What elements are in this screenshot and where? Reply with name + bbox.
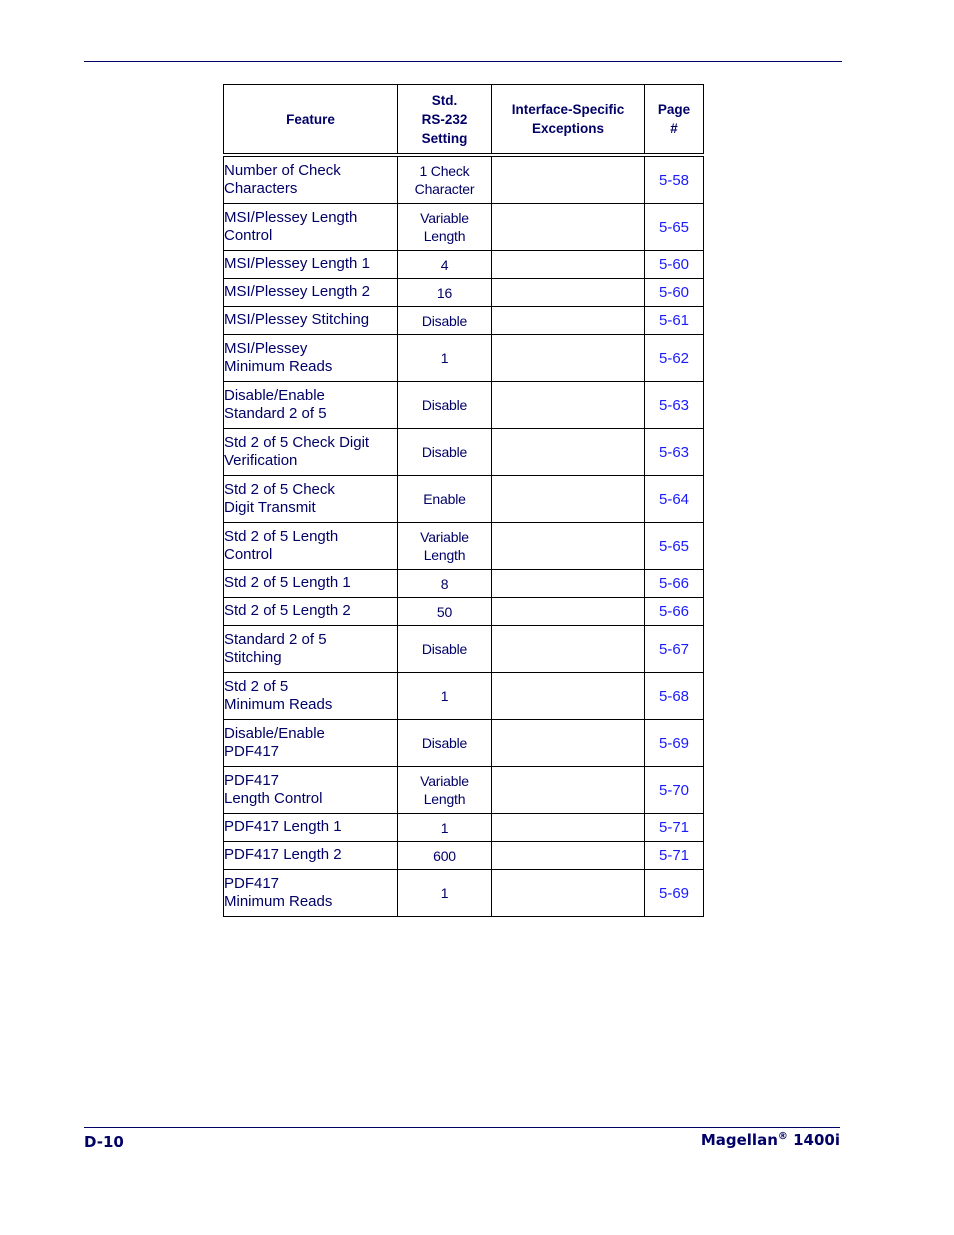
exceptions-cell <box>492 204 645 251</box>
feature-text: Std 2 of 5 Length 1 <box>224 574 351 592</box>
feature-text: Std 2 of 5 <box>224 677 289 695</box>
header-setting-line: Std. <box>431 92 458 108</box>
feature-cell <box>224 204 398 251</box>
setting-cell <box>398 307 492 335</box>
table-row <box>224 842 704 870</box>
setting-cell <box>398 673 492 720</box>
feature-text: PDF417 Length 2 <box>224 846 342 864</box>
table-row <box>224 307 704 335</box>
page-cell <box>645 251 704 279</box>
table-row <box>224 251 704 279</box>
header-setting-line: Setting <box>421 130 468 146</box>
table-row <box>224 570 704 598</box>
page-reference-link[interactable]: 5-69 <box>658 884 690 902</box>
setting-text: 1 <box>440 819 449 836</box>
feature-text: Minimum Reads <box>224 358 333 375</box>
footer-product-model: 1400i <box>787 1131 840 1149</box>
exceptions-cell <box>492 307 645 335</box>
exceptions-cell <box>492 523 645 570</box>
header-feature-label: Feature <box>286 111 335 127</box>
feature-text: Length Control <box>224 790 323 807</box>
table-row <box>224 767 704 814</box>
page-cell <box>645 476 704 523</box>
setting-text: Length <box>423 547 466 563</box>
column-header-exceptions <box>492 85 645 156</box>
footer-product-name: Magellan <box>700 1131 778 1149</box>
setting-text: Disable <box>421 444 468 460</box>
table-row <box>224 814 704 842</box>
setting-cell <box>398 598 492 626</box>
page-reference-link[interactable]: 5-65 <box>658 218 690 236</box>
page-reference-link[interactable]: 5-67 <box>658 640 690 658</box>
feature-text: PDF417 <box>224 771 280 789</box>
exceptions-cell <box>492 814 645 842</box>
table-row <box>224 598 704 626</box>
exceptions-cell <box>492 598 645 626</box>
table-row <box>224 382 704 429</box>
setting-text: Length <box>423 791 466 807</box>
setting-text: 600 <box>433 847 456 864</box>
header-rule <box>84 61 842 62</box>
setting-cell <box>398 251 492 279</box>
exceptions-cell <box>492 335 645 382</box>
page-reference-link[interactable]: 5-63 <box>658 396 690 414</box>
setting-cell <box>398 204 492 251</box>
page-reference-link[interactable]: 5-66 <box>658 603 690 620</box>
setting-text: Disable <box>421 735 468 751</box>
exceptions-cell <box>492 626 645 673</box>
feature-text: MSI/Plessey Length <box>224 208 358 226</box>
table-row <box>224 523 704 570</box>
setting-cell <box>398 870 492 917</box>
feature-text: Std 2 of 5 Length <box>224 527 339 545</box>
setting-text: 1 Check <box>419 163 470 179</box>
setting-text: 4 <box>440 256 449 273</box>
setting-cell <box>398 767 492 814</box>
feature-cell <box>224 870 398 917</box>
table-row <box>224 204 704 251</box>
feature-text: Control <box>224 546 273 563</box>
column-header-feature <box>224 85 398 156</box>
feature-cell <box>224 626 398 673</box>
table-row <box>224 155 704 204</box>
setting-cell <box>398 279 492 307</box>
table-row <box>224 673 704 720</box>
feature-text: MSI/Plessey Stitching <box>224 311 370 329</box>
feature-text: Standard 2 of 5 <box>224 630 327 648</box>
setting-text: Character <box>414 181 475 197</box>
feature-text: MSI/Plessey Length 1 <box>224 255 370 273</box>
setting-cell <box>398 476 492 523</box>
feature-cell <box>224 598 398 626</box>
page-cell <box>645 842 704 870</box>
page-cell <box>645 155 704 204</box>
page-reference-link[interactable]: 5-70 <box>658 781 690 799</box>
page-cell <box>645 335 704 382</box>
exceptions-cell <box>492 251 645 279</box>
table-row <box>224 626 704 673</box>
setting-text: 8 <box>440 575 449 592</box>
setting-cell <box>398 523 492 570</box>
exceptions-cell <box>492 155 645 204</box>
page-reference-link[interactable]: 5-62 <box>658 349 690 367</box>
page-cell <box>645 204 704 251</box>
page-reference-link[interactable]: 5-66 <box>658 575 690 592</box>
exceptions-cell <box>492 382 645 429</box>
feature-cell <box>224 279 398 307</box>
page-cell <box>645 523 704 570</box>
feature-text: PDF417 Length 1 <box>224 818 342 836</box>
page-cell <box>645 870 704 917</box>
header-exceptions-line: Interface-Specific <box>511 102 625 117</box>
setting-cell <box>398 842 492 870</box>
footer-rule <box>84 1127 840 1128</box>
setting-text: Disable <box>421 312 468 329</box>
footer-page-number: D-10 <box>84 1133 124 1151</box>
exceptions-cell <box>492 429 645 476</box>
page-cell <box>645 767 704 814</box>
feature-text: Minimum Reads <box>224 696 333 713</box>
column-header-page <box>645 85 704 156</box>
feature-text: PDF417 <box>224 874 280 892</box>
feature-text: Characters <box>224 180 298 197</box>
page-reference-link[interactable]: 5-71 <box>658 847 690 864</box>
exceptions-cell <box>492 476 645 523</box>
feature-text: MSI/Plessey <box>224 339 308 357</box>
setting-cell <box>398 429 492 476</box>
feature-cell <box>224 476 398 523</box>
page-cell <box>645 720 704 767</box>
page-cell <box>645 673 704 720</box>
setting-cell <box>398 626 492 673</box>
table-row <box>224 279 704 307</box>
feature-text: Std 2 of 5 Check Digit <box>224 433 370 451</box>
setting-cell <box>398 155 492 204</box>
feature-text: Std 2 of 5 Length 2 <box>224 602 351 620</box>
footer-product-title <box>701 1131 840 1149</box>
page-cell <box>645 626 704 673</box>
feature-cell <box>224 155 398 204</box>
page-reference-link[interactable]: 5-60 <box>658 284 690 301</box>
feature-settings-table <box>223 84 704 917</box>
feature-cell <box>224 335 398 382</box>
setting-cell <box>398 335 492 382</box>
page-cell <box>645 570 704 598</box>
exceptions-cell <box>492 570 645 598</box>
page-reference-link[interactable]: 5-60 <box>658 256 690 273</box>
page-cell <box>645 598 704 626</box>
setting-text: 1 <box>440 885 449 901</box>
table-row <box>224 720 704 767</box>
setting-text: Variable <box>420 210 469 226</box>
page-reference-link[interactable]: 5-64 <box>658 490 690 508</box>
table-body <box>224 155 704 917</box>
feature-text: Std 2 of 5 Check <box>224 480 335 498</box>
feature-cell <box>224 570 398 598</box>
exceptions-cell <box>492 279 645 307</box>
page-cell <box>645 307 704 335</box>
feature-text: Stitching <box>224 649 282 666</box>
setting-text: 1 <box>440 688 449 704</box>
page-reference-link[interactable]: 5-61 <box>658 312 690 329</box>
feature-text: Disable/Enable <box>224 724 325 742</box>
setting-text: 1 <box>440 350 449 366</box>
table-row <box>224 429 704 476</box>
feature-text: Disable/Enable <box>224 386 325 404</box>
setting-text: Disable <box>421 397 468 413</box>
setting-cell <box>398 570 492 598</box>
page-reference-link[interactable]: 5-58 <box>658 171 690 189</box>
exceptions-cell <box>492 673 645 720</box>
table-header-row <box>224 85 704 156</box>
feature-text: Standard 2 of 5 <box>224 405 327 422</box>
page-reference-link[interactable]: 5-69 <box>658 734 690 752</box>
exceptions-cell <box>492 870 645 917</box>
registered-mark: ® <box>777 1131 788 1142</box>
feature-cell <box>224 673 398 720</box>
header-page-line: # <box>670 121 678 136</box>
setting-text: 50 <box>436 603 453 620</box>
header-page-line: Page <box>657 102 691 117</box>
exceptions-cell <box>492 767 645 814</box>
feature-cell <box>224 842 398 870</box>
page-reference-link[interactable]: 5-68 <box>658 687 690 705</box>
page-reference-link[interactable]: 5-65 <box>658 537 690 555</box>
feature-cell <box>224 251 398 279</box>
setting-text: Variable <box>420 529 469 545</box>
table-row <box>224 335 704 382</box>
feature-text: MSI/Plessey Length 2 <box>224 283 370 301</box>
feature-text: Digit Transmit <box>224 499 316 516</box>
exceptions-cell <box>492 720 645 767</box>
page-reference-link[interactable]: 5-71 <box>658 819 690 836</box>
feature-text: Number of Check <box>224 161 341 179</box>
page-cell <box>645 814 704 842</box>
feature-cell <box>224 307 398 335</box>
setting-text: Disable <box>421 641 468 657</box>
column-header-setting <box>398 85 492 156</box>
table-row <box>224 870 704 917</box>
feature-text: PDF417 <box>224 743 280 760</box>
setting-text: 16 <box>436 284 453 301</box>
feature-cell <box>224 814 398 842</box>
feature-cell <box>224 720 398 767</box>
feature-text: Minimum Reads <box>224 893 333 910</box>
page-cell <box>645 429 704 476</box>
page-cell <box>645 382 704 429</box>
setting-cell <box>398 720 492 767</box>
header-exceptions-line: Exceptions <box>531 121 605 136</box>
feature-cell <box>224 429 398 476</box>
page-cell <box>645 279 704 307</box>
header-setting-line: RS-232 <box>421 111 468 127</box>
feature-text: Control <box>224 227 273 244</box>
feature-cell <box>224 523 398 570</box>
setting-text: Variable <box>420 773 469 789</box>
page-reference-link[interactable]: 5-63 <box>658 443 690 461</box>
setting-text: Length <box>423 228 466 244</box>
table-row <box>224 476 704 523</box>
feature-cell <box>224 382 398 429</box>
setting-cell <box>398 382 492 429</box>
exceptions-cell <box>492 842 645 870</box>
setting-text: Enable <box>423 491 466 507</box>
feature-cell <box>224 767 398 814</box>
feature-text: Verification <box>224 452 298 469</box>
setting-cell <box>398 814 492 842</box>
